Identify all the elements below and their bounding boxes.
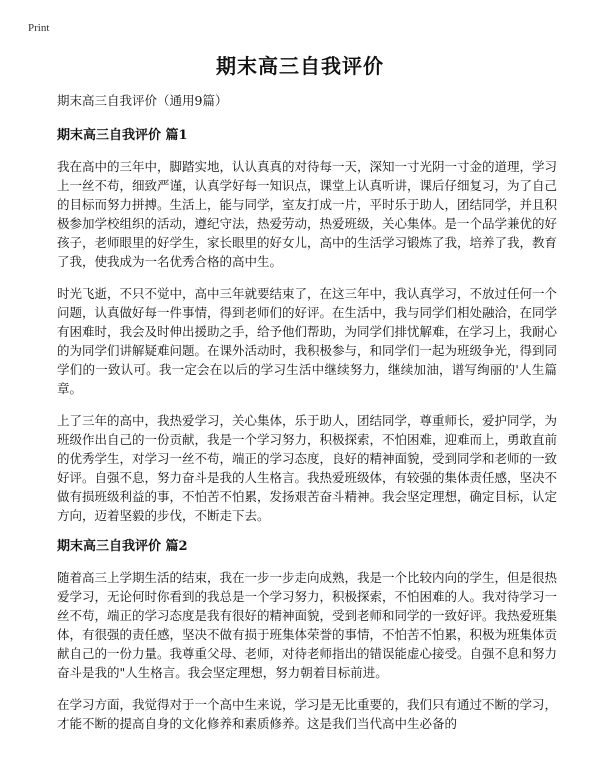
print-label: Print [28, 22, 50, 34]
document-body [57, 92, 557, 746]
section-heading-2: 期末高三自我评价 篇2 [57, 539, 188, 554]
paragraph: 上了三年的高中，我热爱学习，关心集体，乐于助人，团结同学，尊重师长，爱护同学，为班级作出自己的一份贡献，我是一个学习努力，积极探索，不怕困难，迎难而上，勇敢直前的优秀学生，对学习一丝不苟，端正的学习态度，良好的精神面貌，受到同学和老师的一致好评。自强不息，努力奋斗是我的人生格言。我热爱班级体，有较强的集体责任感，坚决不做有损班级利益的事，不怕苦不怕累，发扬艰苦奋斗精神。我会坚定理想，确定目标，认定方向，迈着坚毅的步伐，不断走下去。 [57, 413, 558, 523]
document-subtitle: 期末高三自我评价（通用9篇） [57, 93, 228, 108]
paragraph: 在学习方面，我觉得对于一个高中生来说，学习是无比重要的，我们只有通过不断的学习，才能不断的提高自身的文化修养和素质修养。这是我们当代高中生必备的 [57, 697, 558, 731]
section-heading-1: 期末高三自我评价 篇1 [57, 128, 188, 143]
page-title: 期末高三自我评价 [216, 54, 384, 78]
paragraph: 我在高中的三年中，脚踏实地，认认真真的对待每一天，深知一寸光阴一寸金的道理，学习上一丝不苟，细致严谨，认真学好每一知识点，课堂上认真听讲，课后仔细复习，为了自己的目标而努力拼搏。生活上，能与同学，室友打成一片，平时乐于助人，团结同学，并且积极参加学校组织的活动，遵纪守法，热爱劳动，热爱班级，关心集体。是一个品学兼优的好孩子，老师眼里的好学生，家长眼里的好女儿，高中的生活学习锻炼了我，培养了我，教育了我，使我成为一名优秀合格的高中生。 [57, 159, 558, 269]
paragraph: 随着高三上学期生活的结束，我在一步一步走向成熟，我是一个比较内向的学生，但是很热爱学习，无论何时你看到的我总是一个学习努力，积极探索，不怕困难的人。我对待学习一丝不苟，端正的学习态度是我有很好的精神面貌，受到老师和同学的一致好评。我热爱班集体，有很强的责任感，坚决不做有损于班集体荣誉的事情，不怕苦不怕累，积极为班集体贡献自己的一份力量。我尊重父母、老师，对待老师指出的错误能虚心接受。自强不息和努力奋斗是我的"人生格言。我会坚定理想，努力朝着目标前进。 [57, 570, 558, 680]
paragraph: 时光飞逝，不只不觉中，高中三年就要结束了，在这三年中，我认真学习，不放过任何一个问题，认真做好每一件事情，得到老师们的好评。在生活中，我与同学们相处融洽，在同学有困难时，我会及时伸出援助之手，给予他们帮助，为同学们排忧解难，在学习上，我耐心的为同学们讲解疑难问题。在课外活动时，我积极参与，和同学们一起为班级争光，得到同学们的一致认可。我一定会在以后的学习生活中继续努力，继续加油，谱写绚丽的'人生篇章。 [57, 286, 558, 396]
